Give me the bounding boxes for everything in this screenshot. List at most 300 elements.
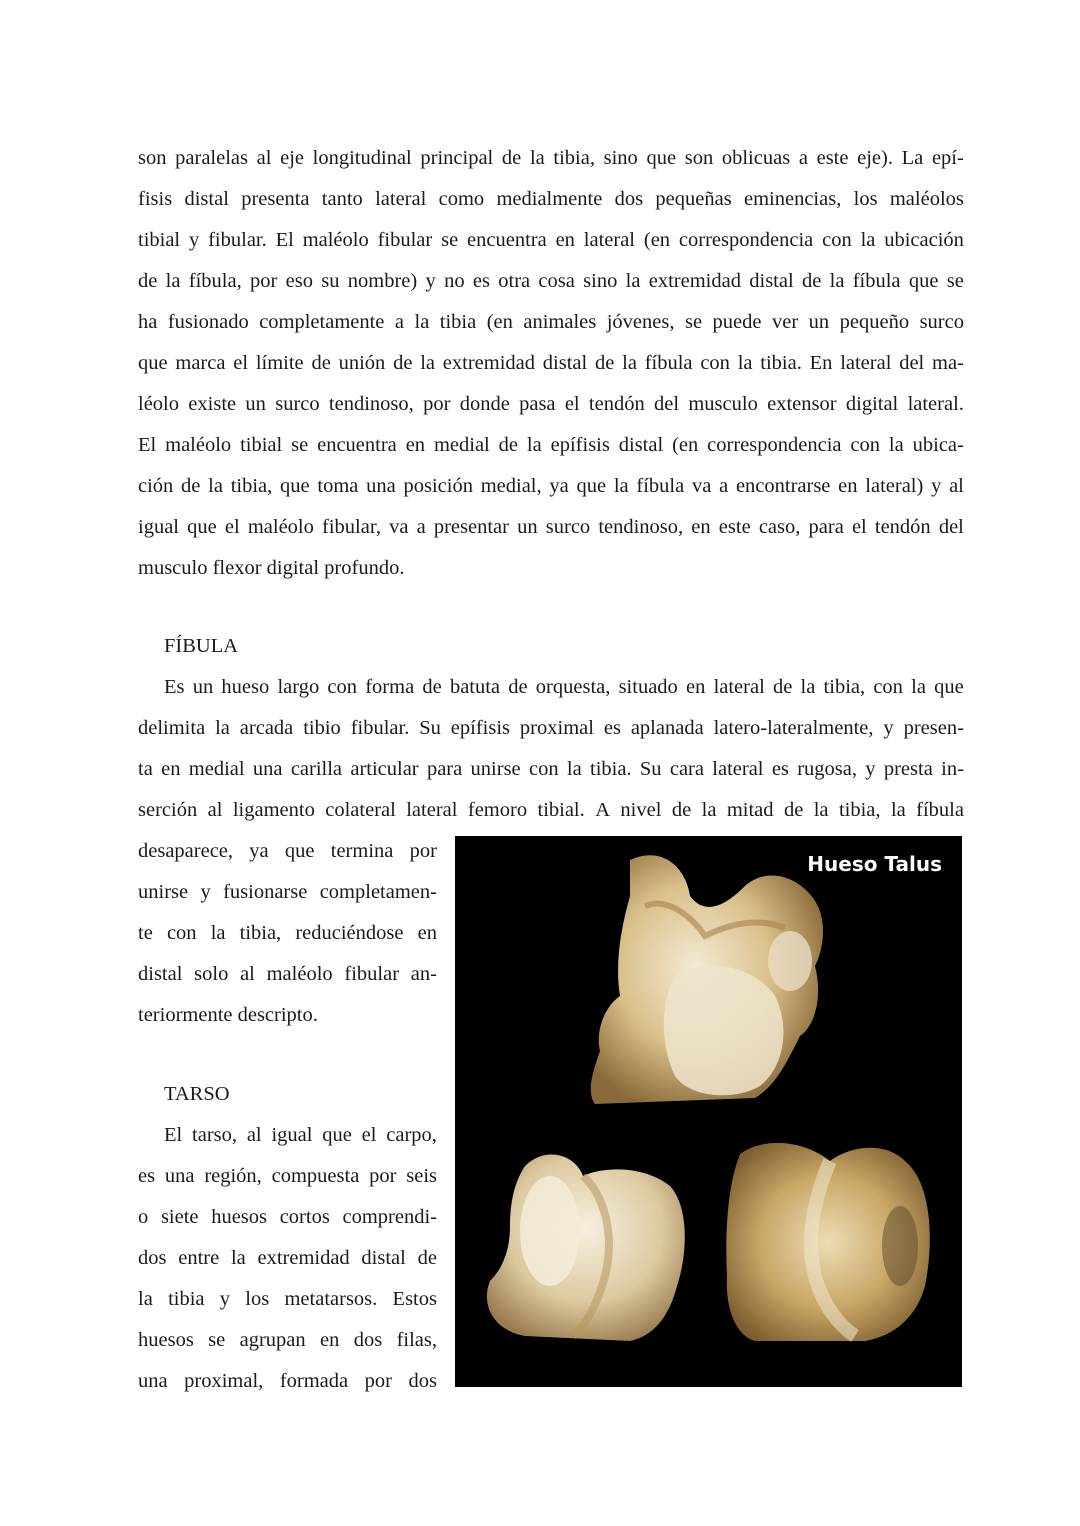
word: reduciéndose (295, 922, 404, 944)
word: la (829, 270, 845, 292)
text-line (138, 220, 964, 261)
word: fusionado (167, 311, 249, 333)
word: compuesta (271, 1165, 360, 1187)
word: dos (353, 1329, 383, 1351)
word: encuentra (317, 434, 397, 456)
word: de (138, 270, 158, 292)
word: que (187, 516, 217, 538)
word: in- (941, 758, 964, 780)
word: tibio (303, 717, 341, 739)
word: extremidad (648, 270, 741, 292)
word: sino (603, 147, 638, 169)
text-line (138, 1361, 437, 1402)
word: que (322, 1124, 352, 1146)
word: ma- (932, 352, 964, 374)
word: un (517, 516, 538, 538)
word: te (138, 922, 153, 944)
word: en (161, 758, 181, 780)
word: otra (498, 270, 531, 292)
word: por (369, 1165, 397, 1187)
word: por (409, 840, 437, 862)
word: maléolo (266, 963, 333, 985)
word: serción (138, 799, 198, 821)
word: El (138, 434, 157, 456)
word: fíbula (644, 352, 693, 374)
word: fibular (344, 963, 400, 985)
word: pequeño (839, 311, 910, 333)
word: a (416, 516, 426, 538)
word: latero-lateralmente, (713, 717, 874, 739)
word: distal (749, 270, 794, 292)
word: que (280, 475, 310, 497)
word: distal (138, 963, 183, 985)
word: entre (178, 1247, 220, 1269)
word: distal (361, 1247, 406, 1269)
word: un (192, 676, 214, 698)
word: que (908, 270, 939, 292)
word: ubicación (884, 229, 964, 251)
text-line (138, 507, 964, 548)
word: el (224, 516, 240, 538)
word: largo (277, 676, 320, 698)
word: ción (138, 475, 174, 497)
word: (en (643, 229, 671, 251)
word: y (883, 717, 894, 739)
word: de (783, 799, 804, 821)
word: la (860, 229, 876, 251)
word: ver (771, 311, 799, 333)
word: en (691, 516, 711, 538)
text-line (138, 954, 437, 995)
word: son (684, 147, 714, 169)
word: lateral (583, 229, 636, 251)
word: metatarsos. (284, 1288, 378, 1310)
word: la (420, 352, 435, 374)
word: es (138, 1165, 156, 1187)
section-heading-fibula: FÍBULA (164, 635, 239, 657)
word: seis (406, 1165, 437, 1187)
word: y (425, 270, 436, 292)
word: en (686, 676, 706, 698)
word: su (321, 270, 340, 292)
text-line (138, 749, 964, 790)
word: o (138, 1206, 149, 1228)
word: el (233, 352, 249, 374)
word: formada (279, 1370, 349, 1392)
word: y (219, 1288, 231, 1310)
text-line (138, 708, 964, 749)
word: dos (614, 188, 644, 210)
figure-title: Hueso Talus (807, 852, 942, 876)
word: que (576, 475, 607, 497)
word: la (526, 434, 542, 456)
word: fibular. (208, 229, 267, 251)
word: Su (419, 717, 441, 739)
word: tendinoso, (598, 516, 684, 538)
word: la (737, 352, 753, 374)
text-line (138, 790, 964, 831)
word: rugosa, (797, 758, 857, 780)
word: la (566, 758, 582, 780)
word: cara (669, 758, 704, 780)
talus-bone-illustration (455, 836, 962, 1387)
word: desaparece, (138, 840, 234, 862)
word: al (949, 475, 964, 497)
word: de (801, 270, 822, 292)
text-line: teriormente descripto. (138, 1004, 318, 1026)
word: tendón (874, 516, 931, 538)
text-line (138, 872, 437, 913)
word: ha (138, 311, 158, 333)
word: presenta (241, 188, 310, 210)
word: jóvenes, (606, 311, 675, 333)
word: en (555, 229, 575, 251)
text-line (138, 1320, 437, 1361)
word: (en (672, 434, 699, 456)
word: una (164, 1165, 195, 1187)
word: lateral (712, 758, 764, 780)
word: presentar (433, 516, 509, 538)
text-line (138, 1156, 437, 1197)
word: La (901, 147, 924, 169)
word: la (529, 147, 545, 169)
word: tibial. (537, 799, 585, 821)
word: maléolo (165, 434, 232, 456)
word: Es (164, 676, 185, 698)
word: en (320, 1329, 340, 1351)
word: región, (204, 1165, 262, 1187)
word: como (438, 188, 485, 210)
word: la (230, 1247, 246, 1269)
word: A (595, 799, 610, 821)
word: tibia (439, 311, 477, 333)
word: de (311, 352, 331, 374)
word: los (245, 1288, 270, 1310)
word: carilla (290, 758, 343, 780)
word: lateral (713, 676, 765, 698)
word: comprendi- (342, 1206, 437, 1228)
word: la (701, 799, 717, 821)
text-line (138, 1279, 437, 1320)
word: correspondencia (707, 434, 842, 456)
word: unión (338, 352, 386, 374)
word: es (771, 758, 789, 780)
word: con (528, 758, 559, 780)
word: presta (883, 758, 933, 780)
word: tibia (168, 1288, 205, 1310)
word: hueso (221, 676, 270, 698)
word: lateral. (907, 393, 964, 415)
word: la (138, 1288, 153, 1310)
word: medial (188, 758, 245, 780)
word: eminencias, (743, 188, 842, 210)
word: se (208, 1329, 226, 1351)
word: de (181, 475, 201, 497)
word: es (472, 270, 490, 292)
word: principal (420, 147, 494, 169)
word: la (813, 799, 829, 821)
word: orquesta, (535, 676, 611, 698)
word: este (718, 516, 751, 538)
word: marca (175, 352, 226, 374)
word: extensor (767, 393, 837, 415)
word: la (625, 270, 641, 292)
word: del (899, 352, 925, 374)
text-line (164, 1115, 437, 1156)
word: nombre) (347, 270, 418, 292)
word: que (646, 147, 677, 169)
word: fibular. (350, 717, 410, 739)
word: distal (542, 352, 588, 374)
word: cosa (538, 270, 575, 292)
word: aplanada (630, 717, 704, 739)
word: tarso, (192, 1124, 238, 1146)
word: el (851, 516, 867, 538)
word: tanto (321, 188, 363, 210)
word: de (772, 676, 793, 698)
word: epífisis (450, 717, 511, 739)
word: arcada (239, 717, 294, 739)
word: fíbula (852, 270, 901, 292)
word: siete (160, 1206, 199, 1228)
word: tendinoso, (328, 393, 414, 415)
word: ubica- (912, 434, 964, 456)
word: de (671, 799, 692, 821)
text-line (138, 302, 964, 343)
word: ya (249, 840, 269, 862)
text-line (138, 831, 437, 872)
word: en (417, 922, 437, 944)
section-heading-tarso: TARSO (164, 1083, 230, 1105)
word: existe (188, 393, 237, 415)
word: un (245, 393, 266, 415)
word: completamente (259, 311, 385, 333)
word: la (800, 676, 816, 698)
word: surco (919, 311, 964, 333)
word: articular (350, 758, 419, 780)
word: se (291, 434, 309, 456)
word: fíbula, (188, 270, 242, 292)
word: eje). (857, 147, 893, 169)
word: el (361, 1124, 377, 1146)
word: extremidad (442, 352, 535, 374)
word: unirse (470, 758, 521, 780)
word: una (366, 475, 396, 497)
word: la (890, 799, 906, 821)
word: distal (618, 434, 664, 456)
word: de (417, 1247, 437, 1269)
word: se (441, 229, 459, 251)
word: eje (280, 147, 304, 169)
word: los (853, 188, 878, 210)
word: mitad (726, 799, 774, 821)
word: de (508, 676, 528, 698)
text-line (138, 384, 964, 425)
word: ta (138, 758, 153, 780)
word: la (414, 311, 430, 333)
word: límite (255, 352, 304, 374)
word: tibia, (553, 147, 595, 169)
word: huesos (138, 1329, 194, 1351)
word: tibia. (760, 352, 802, 374)
word: para (808, 516, 844, 538)
word: sino (583, 270, 618, 292)
word: cortos (279, 1206, 330, 1228)
word: tibia, (823, 676, 866, 698)
word: se (946, 270, 964, 292)
word: filas, (396, 1329, 437, 1351)
word: Estos (392, 1288, 437, 1310)
word: tibial (138, 229, 181, 251)
word: y (200, 881, 211, 903)
word: (en (486, 311, 513, 333)
word: nivel (620, 799, 662, 821)
word: En (809, 352, 833, 374)
text-line (138, 179, 964, 220)
word: El (275, 229, 294, 251)
word: colateral (325, 799, 396, 821)
word: fusionarse (223, 881, 308, 903)
word: ya (549, 475, 569, 497)
word: pequeñas (655, 188, 732, 210)
word: completamen- (319, 881, 437, 903)
word: con (166, 922, 197, 944)
word: para (426, 758, 463, 780)
word: la (215, 717, 230, 739)
text-line (138, 913, 437, 954)
word: por (423, 393, 451, 415)
word: surco (545, 516, 591, 538)
word: una (252, 758, 283, 780)
word: fisis (138, 188, 173, 210)
word: de (498, 434, 519, 456)
word: con (873, 676, 903, 698)
word: distal (184, 188, 229, 210)
word: unirse (138, 881, 189, 903)
word: musculo (688, 393, 758, 415)
word: por (250, 270, 278, 292)
word: del (938, 516, 964, 538)
word: digital (845, 393, 899, 415)
word: batuta (449, 676, 501, 698)
word: lateral (840, 352, 892, 374)
word: dos (138, 1247, 167, 1269)
word: este (816, 147, 849, 169)
word: presen- (903, 717, 964, 739)
word: con (700, 352, 730, 374)
word: de (594, 352, 615, 374)
word: en (838, 475, 858, 497)
word: por (364, 1370, 392, 1392)
word: encontrarse (735, 475, 831, 497)
word: pasa (519, 393, 556, 415)
word: Su (639, 758, 662, 780)
word: animales (523, 311, 597, 333)
word: fíbula (636, 475, 685, 497)
word: carpo, (386, 1124, 437, 1146)
word: al (246, 1124, 262, 1146)
word: tibial (240, 434, 283, 456)
word: oblicuas (721, 147, 791, 169)
word: a (719, 475, 729, 497)
talus-view-top (591, 855, 823, 1104)
word: no (444, 270, 465, 292)
word: eso (285, 270, 313, 292)
word: extremidad (257, 1247, 350, 1269)
text-line (138, 1238, 437, 1279)
word: proximal, (184, 1370, 264, 1392)
word: femoro (467, 799, 528, 821)
word: lateral (406, 799, 458, 821)
word: son (138, 147, 167, 169)
word: a (798, 147, 808, 169)
talus-bone-figure (455, 836, 962, 1387)
word: en (405, 434, 426, 456)
word: igual (138, 516, 179, 538)
word: fíbula (916, 799, 964, 821)
word: que (138, 352, 168, 374)
word: al (240, 963, 255, 985)
word: el (564, 393, 580, 415)
word: al (207, 799, 223, 821)
word: la (888, 434, 904, 456)
word: encuentra (467, 229, 547, 251)
word: que (284, 840, 315, 862)
word: ligamento (232, 799, 315, 821)
word: caso, (758, 516, 801, 538)
text-line (138, 343, 964, 384)
word: lateral) (865, 475, 924, 497)
word: con (327, 676, 358, 698)
word: de (393, 352, 413, 374)
word: surco (275, 393, 320, 415)
word: tibia, (838, 799, 881, 821)
word: va (691, 475, 712, 497)
word: un (808, 311, 830, 333)
word: paralelas (175, 147, 248, 169)
word: y (865, 758, 876, 780)
word: medial (433, 434, 490, 456)
word: léolo (138, 393, 179, 415)
word: delimita (138, 717, 206, 739)
text-line (138, 1197, 437, 1238)
word: de (501, 147, 522, 169)
word: tendón (588, 393, 645, 415)
word: y (931, 475, 942, 497)
word: igual (271, 1124, 313, 1146)
text-line (138, 261, 964, 302)
word: correspondencia (678, 229, 814, 251)
word: solo (194, 963, 229, 985)
word: la (622, 352, 637, 374)
word: fibular (377, 229, 433, 251)
word: toma (317, 475, 359, 497)
text-line (164, 667, 964, 708)
word: medial, (480, 475, 542, 497)
word: la (210, 922, 226, 944)
word: agrupan (239, 1329, 306, 1351)
word: al (256, 147, 272, 169)
word: puede (712, 311, 762, 333)
text-line (138, 425, 964, 466)
word: huesos (211, 1206, 268, 1228)
word: fibular, (322, 516, 381, 538)
word: longitudinal (312, 147, 412, 169)
word: del (654, 393, 680, 415)
word: tibia. (590, 758, 632, 780)
word: la (911, 676, 926, 698)
word: la (165, 270, 181, 292)
